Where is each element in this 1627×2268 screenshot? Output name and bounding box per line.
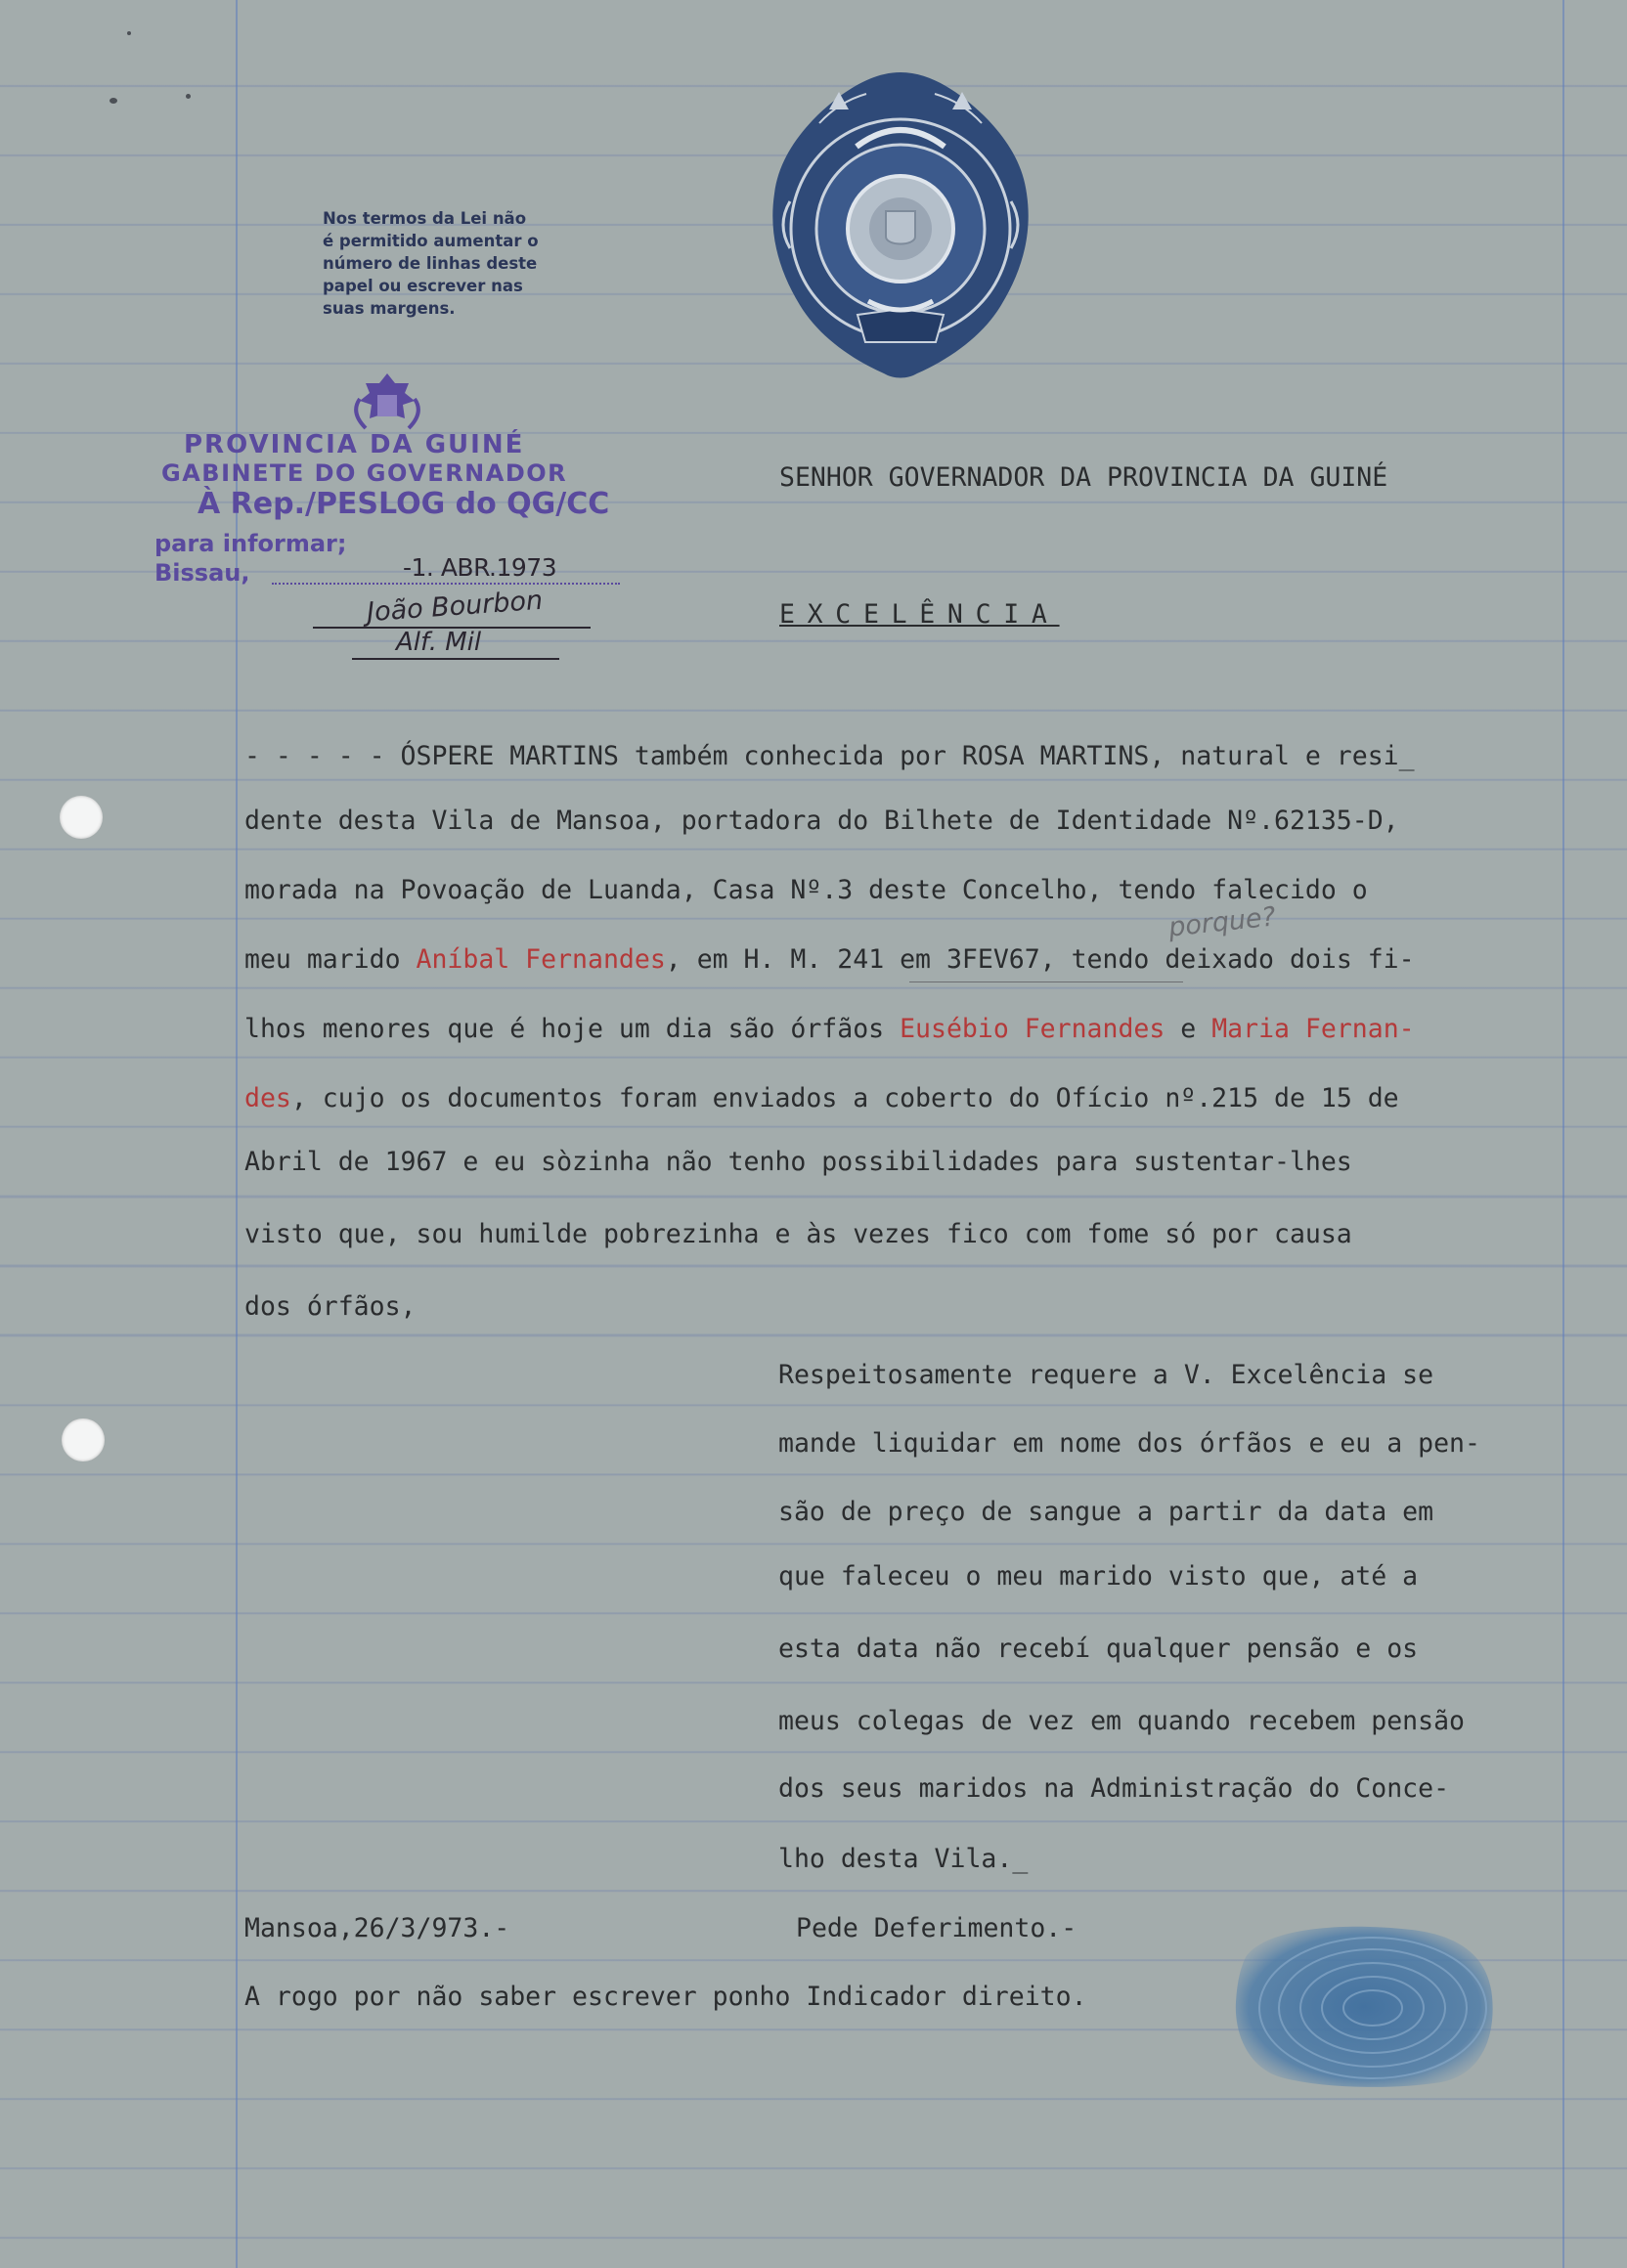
request-line: são de preço de sangue a partir da data em [778,1497,1434,1527]
request-line: dos seus maridos na Administração do Conce- [778,1773,1450,1804]
pencil-annotation: porque? [1166,901,1278,943]
notice-line: suas margens. [323,299,456,318]
orphan-name: Eusébio Fernandes [900,1014,1165,1044]
legal-notice [323,207,579,320]
addressee: SENHOR GOVERNADOR DA PROVINCIA DA GUINÉ [779,462,1388,493]
body-text: , em H. M. 241 em 3FEV67, tendo deixado dois fi- [665,944,1415,975]
pencil-underline [909,981,1183,982]
right-margin-rule [1562,0,1564,2268]
notice-line: é permitido aumentar o [323,232,539,250]
notice-line: número de linhas deste [323,254,538,273]
stamp-province: PROVINCIA DA GUINÉ [184,430,525,459]
stamp-office: GABINETE DO GOVERNADOR [161,459,568,487]
punch-hole-top [60,796,103,839]
fingerprint-icon [1226,1918,1500,2089]
request-line: Respeitosamente requere a V. Excelência se [778,1360,1434,1390]
request-line: que faleceu o meu marido visto que, até a [778,1561,1419,1592]
salutation: EXCELÊNCIA [779,599,1060,630]
stamp-purpose: para informar; [154,530,347,557]
body-line: dente desta Vila de Mansoa, portadora do Bilhete de Identidade Nº.62135-D, [244,806,1399,836]
body-line: visto que, sou humilde pobrezinha e às vezes fico com fome só por causa [244,1219,1352,1249]
stamp-date: -1. ABR.1973 [403,553,557,582]
request-line: esta data não recebí qualquer pensão e os [778,1634,1419,1664]
ink-speck [127,31,131,35]
body-line: Abril de 1967 e eu sòzinha não tenho possibilidades para sustentar-lhes [244,1147,1352,1177]
body-line: dos órfãos, [244,1291,417,1322]
body-text: e [1165,1014,1212,1044]
body-text: meu marido [244,944,417,975]
stamp-city: Bissau, [154,559,250,587]
body-line [244,1014,1415,1045]
rank-underline [352,658,559,660]
request-line: meus colegas de vez em quando recebem pensão [778,1706,1465,1736]
notice-line: Nos termos da Lei não [323,209,527,228]
husband-name: Aníbal Fernandes [416,944,666,975]
orphan-name: des [244,1083,291,1113]
body-line: morada na Povoação de Luanda, Casa Nº.3 deste Concelho, tendo falecido o [244,875,1368,905]
request-line: lho desta Vila._ [778,1844,1029,1874]
stamp-date-rule [272,583,620,585]
signature-note: A rogo por não saber escrever ponho Indicador direito. [244,1982,1087,2012]
ink-speck [186,94,191,99]
body-text: lhos menores que é hoje um dia são órfãos [244,1014,901,1044]
notice-line: papel ou escrever nas [323,277,523,295]
request-line: mande liquidar em nome dos órfãos e eu a pen- [778,1428,1480,1459]
body-line: - - - - - ÓSPERE MARTINS também conhecida por ROSA MARTINS, natural e resi_ [244,741,1415,771]
body-text: , cujo os documentos foram enviados a coberto do Ofício nº.215 de 15 de [290,1083,1399,1113]
handwritten-signature: João Bourbon [366,585,545,629]
revenue-stamp-icon [761,65,1040,383]
punch-hole-bottom [62,1418,105,1461]
body-line [244,944,1415,976]
coat-of-arms-icon [342,370,432,436]
left-margin-rule [236,0,238,2268]
body-line [244,1083,1399,1114]
place-date: Mansoa,26/3/973.- [244,1913,510,1943]
petition-closing: Pede Deferimento.- [796,1913,1077,1943]
stamp-referral: À Rep./PESLOG do QG/CC [198,487,610,521]
orphan-name: Maria Fernan- [1211,1014,1415,1044]
signatory-rank: Alf. Mil [396,628,482,657]
ink-speck [110,98,117,104]
